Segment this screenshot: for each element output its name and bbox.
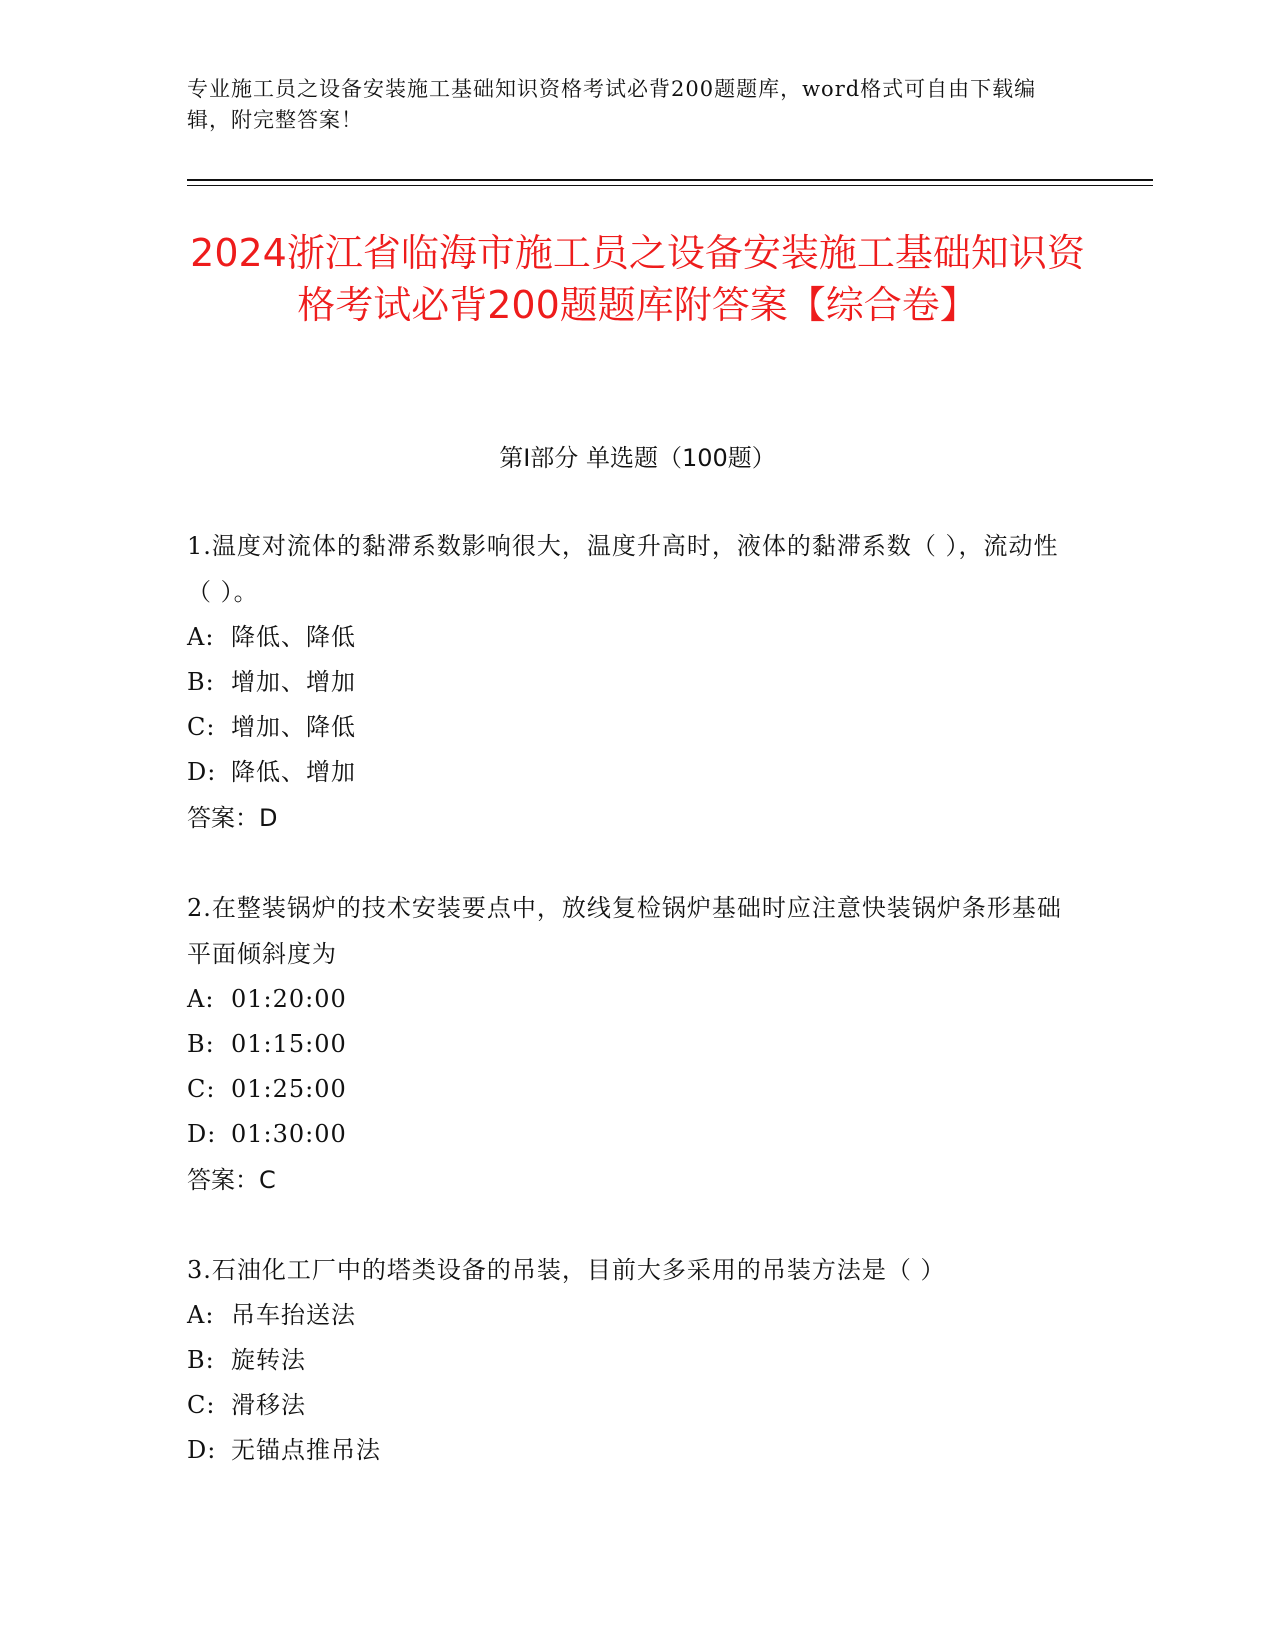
option-a [187, 977, 1067, 1022]
option-value: 降低、增加 [231, 758, 356, 786]
option-b [187, 1338, 1067, 1383]
option-key: B: [187, 1346, 215, 1374]
option-value: 01:15:00 [231, 1030, 347, 1058]
document-title: 2024浙江省临海市施工员之设备安装施工基础知识资格考试必背200题题库附答案【综合卷】 [190, 231, 1085, 327]
section-title: 第Ⅰ部分 单选题（100题） [499, 444, 776, 472]
option-value: 无锚点推吊法 [231, 1436, 381, 1464]
option-key: C: [187, 1075, 216, 1103]
option-b [187, 660, 1067, 705]
option-key: A: [187, 1301, 215, 1329]
answer-text: 答案：C [187, 1166, 276, 1194]
question-3 [187, 1247, 1067, 1473]
option-d [187, 1428, 1067, 1473]
option-value: 降低、降低 [231, 623, 356, 651]
header-divider-thick [187, 179, 1153, 181]
question-text: 1.温度对流体的黏滞系数影响很大，温度升高时，液体的黏滞系数（ ），流动性（ ）。 [187, 532, 1059, 606]
option-key: A: [187, 623, 215, 651]
option-d [187, 1112, 1067, 1157]
question-text: 2.在整装锅炉的技术安装要点中，放线复检锅炉基础时应注意快装锅炉条形基础平面倾斜度为 [187, 894, 1062, 968]
option-c [187, 705, 1067, 750]
question-2 [187, 885, 1067, 1203]
option-a [187, 1293, 1067, 1338]
option-key: B: [187, 1030, 215, 1058]
option-value: 01:20:00 [231, 985, 347, 1013]
option-key: D: [187, 1436, 217, 1464]
question-text: 3.石油化工厂中的塔类设备的吊装，目前大多采用的吊装方法是（ ） [187, 1256, 946, 1284]
option-b [187, 1022, 1067, 1067]
answer-text: 答案：D [187, 804, 278, 832]
option-key: A: [187, 985, 215, 1013]
option-value: 01:25:00 [231, 1075, 347, 1103]
header-divider-thin [187, 185, 1153, 186]
option-key: D: [187, 1120, 217, 1148]
option-a [187, 615, 1067, 660]
option-c [187, 1067, 1067, 1112]
option-value: 吊车抬送法 [231, 1301, 356, 1329]
option-c [187, 1383, 1067, 1428]
header-note: 专业施工员之设备安装施工基础知识资格考试必背200题题库，word格式可自由下载编辑，附完整答案！ [187, 77, 1037, 132]
option-d [187, 750, 1067, 795]
option-value: 增加、降低 [231, 713, 356, 741]
option-value: 增加、增加 [231, 668, 356, 696]
option-value: 滑移法 [231, 1391, 306, 1419]
option-value: 旋转法 [231, 1346, 306, 1374]
option-key: C: [187, 713, 216, 741]
option-value: 01:30:00 [231, 1120, 347, 1148]
option-key: B: [187, 668, 215, 696]
option-key: D: [187, 758, 217, 786]
option-key: C: [187, 1391, 216, 1419]
question-1 [187, 523, 1067, 841]
